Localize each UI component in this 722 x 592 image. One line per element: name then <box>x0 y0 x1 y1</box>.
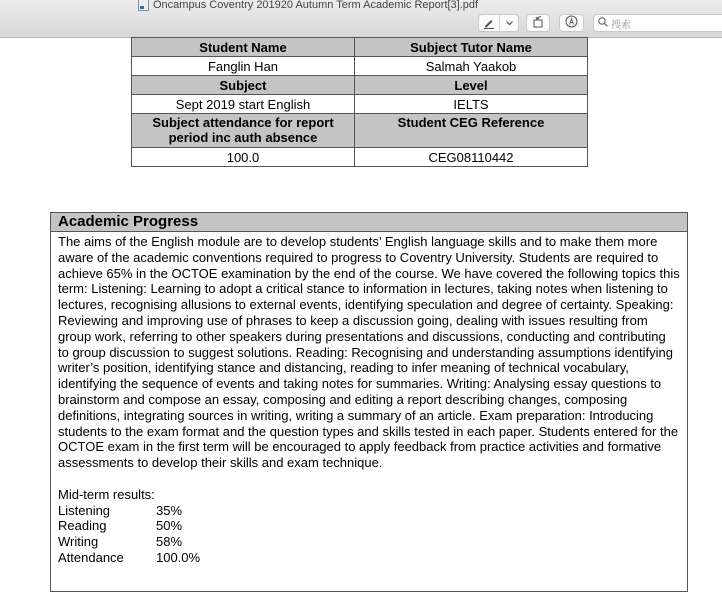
result-value: 50% <box>156 518 183 534</box>
result-label: Reading <box>58 518 107 534</box>
window-title <box>138 0 478 11</box>
result-label: Attendance <box>58 549 124 565</box>
midterm-row-listening <box>58 503 680 519</box>
midterm-row-reading <box>58 518 680 534</box>
academic-progress-title: Academic Progress <box>51 213 687 232</box>
result-label: Writing <box>58 534 99 550</box>
tutor-name-header: Subject Tutor Name <box>355 38 588 57</box>
midterm-heading: Mid-term results: <box>58 486 155 502</box>
result-label: Listening <box>58 502 111 518</box>
search-placeholder: 搜索 <box>611 19 631 31</box>
markup-toolbar-button[interactable] <box>478 14 519 32</box>
rotate-button[interactable] <box>526 14 550 32</box>
level-value: IELTS <box>355 95 588 114</box>
level-header: Level <box>355 76 588 95</box>
student-name-value: Fanglin Han <box>132 57 355 76</box>
pen-icon[interactable] <box>479 17 499 29</box>
markup-circle-icon[interactable] <box>565 15 578 31</box>
chevron-down-icon[interactable] <box>500 21 518 26</box>
academic-progress-section <box>50 212 688 592</box>
result-value: 100.0% <box>156 549 201 565</box>
attendance-value: 100.0 <box>132 148 355 167</box>
window-toolbar <box>0 0 722 38</box>
subject-header: Subject <box>132 76 355 95</box>
student-info-table <box>131 37 588 167</box>
student-name-header: Student Name <box>132 38 355 57</box>
table-row <box>132 57 588 76</box>
result-value: 58% <box>156 534 183 550</box>
table-row <box>132 76 588 95</box>
midterm-results <box>58 487 680 566</box>
table-row <box>132 148 588 167</box>
search-icon <box>598 17 608 30</box>
subject-value: Sept 2019 start English <box>132 95 355 114</box>
window-title-text: Oncampus Coventry 201920 Autumn Term Academic Report[3].pdf <box>153 0 479 11</box>
midterm-row-attendance <box>58 550 680 566</box>
academic-progress-text: The aims of the English module are to develop students’ English language skills and to make them more aware of the academic conventions required to progress to Coventry University. Students are required to achieve 65% in the OCTOE examination by the end of the course. We have covered the following topics this term: Listening: Learning to adopt a critical stance to information in lectures, taking notes when listening to lectures, recognising allusions to external events, identifying speculation and degree of certainty. Speaking: Reviewing and improving use of phrases to keep a discussion going, dealing with issues resulting from group work, referring to other speakers during presentations and discussions, conducting and contributing to group discussion to suggest solutions. Reading: Recognising and understanding assumptions identifying writer’s position, identifying stance and distancing, reading to infer meaning of technical vocabulary, identifying the sequence of events and taking notes for summaries. Writing: Analysing essay questions to brainstorm and compose an essay, composing and editing a report describing changes, composing definitions, integrating sources in writing, writing a summary of an article. Exam preparation: Introducing students to the exam format and the question types and skills tested in each paper. Students entered for the OCTOE exam in the first term will be encouraged to apply feedback from practice activities and formative assessments to develop their skills and exam technique. <box>58 234 680 471</box>
attendance-header: Subject attendance for report period inc auth absence <box>132 114 355 148</box>
ceg-reference-value: CEG08110442 <box>355 148 588 167</box>
tutor-name-value: Salmah Yaakob <box>355 57 588 76</box>
search-field[interactable] <box>593 14 722 32</box>
pdf-document-icon <box>138 0 149 11</box>
table-row <box>132 38 588 57</box>
midterm-row-writing <box>58 534 680 550</box>
markup-button[interactable] <box>559 14 584 32</box>
table-row <box>132 95 588 114</box>
ceg-reference-header: Student CEG Reference <box>355 114 588 148</box>
rotate-icon[interactable] <box>532 15 544 31</box>
table-row <box>132 114 588 148</box>
result-value: 35% <box>156 502 183 518</box>
